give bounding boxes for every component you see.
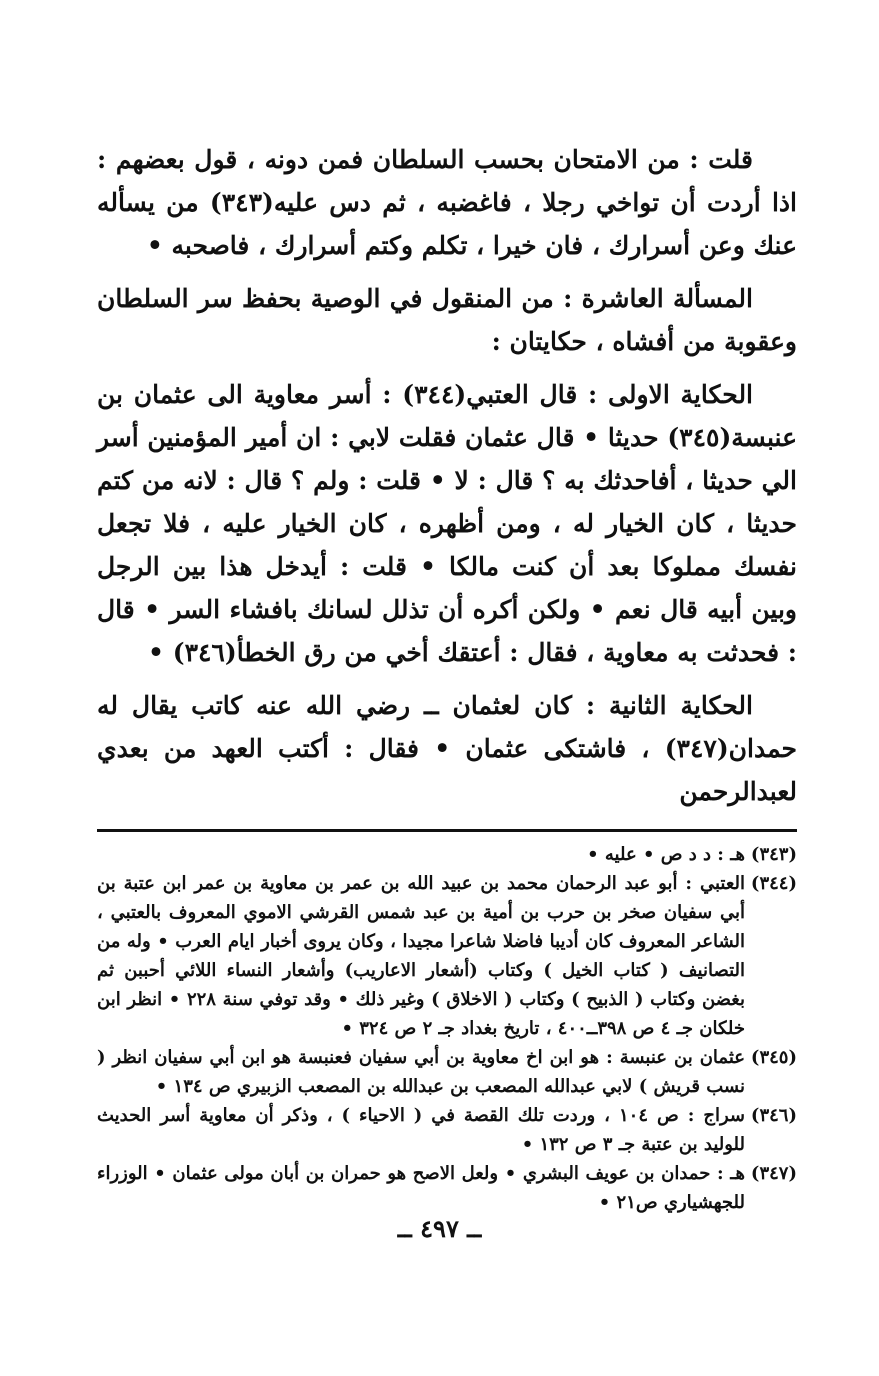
footnote-item — [97, 1101, 797, 1159]
body-paragraph: الحكاية الاولى : قال العتبي(٣٤٤) : أسر معاوية الى عثمان بن عنبسة(٣٤٥) حديثا • قال عثمان فقلت لابي : ان أمير المؤمنين أسر الي حديثا ، أفاحدثك به ؟ قال : لا • قلت : ولم ؟ قال : لانه من كتم حديثا ، كان الخيار له ، ومن أظهره ، كان الخيار عليه ، فلا تجعل نفسك مملوكا بعد أن كنت مالكا • قلت : أيدخل هذا بين الرجل وبين أبيه قال نعم • ولكن أكره أن تذلل لسانك بافشاء السر • قال : فحدثت به معاوية ، فقال : أعتقك أخي من رق الخطأ(٣٤٦) • — [97, 380, 797, 667]
footnote-text: سراج : ص ١٠٤ ، وردت تلك القصة في ( الاحياء ) ، وذكر أن معاوية أسر الحديث للوليد بن عتبة جـ ٣ ص ١٣٢ • — [97, 1105, 745, 1155]
footnote-text: العتبي : أبو عبد الرحمان محمد بن عبيد الله بن عمر بن معاوية بن عمر ابن عتبة بن أبي سفيان صخر بن حرب بن أمية بن عبد شمس القرشي الاموي المعروف بالعتبي ، الشاعر المعروف كان أديبا فاضلا شاعرا مجيدا ، وكان يروى أخبار ايام العرب • وله من التصانيف ( كتاب الخيل ) وكتاب (أشعار الاعاريب) وأشعار النساء اللائي أحببن ثم بغضن وكتاب ( الذبيح ) وكتاب ( الاخلاق ) وغير ذلك • وقد توفي سنة ٢٢٨ • انظر ابن خلكان جـ ٤ ص ٣٩٨ــ٤٠٠ ، تاريخ بغداد جـ ٢ ص ٣٢٤ • — [97, 873, 745, 1039]
footnote-item — [97, 840, 797, 869]
footnote-number: (٣٤٦) — [750, 1105, 797, 1126]
page-content — [97, 138, 797, 1217]
body-paragraph: الحكاية الثانية : كان لعثمان ــ رضي الله عنه كاتب يقال له حمدان(٣٤٧) ، فاشتكى عثمان • فقال : أكتب العهد من بعدي لعبدالرحمن — [97, 691, 797, 806]
footnote-divider — [97, 829, 797, 832]
footnote-item — [97, 1043, 797, 1101]
footnote-text: هـ : حمدان بن عويف البشري • ولعل الاصح هو حمران بن أبان مولى عثمان • الوزراء للجهشياري ص٢١ • — [97, 1163, 745, 1213]
page-number: ــ ٤٩٧ ــ — [397, 1214, 482, 1243]
footnotes — [97, 840, 797, 1217]
footnote-number: (٣٤٣) — [750, 844, 797, 865]
footnote-item — [97, 869, 797, 1043]
footnote-item — [97, 1159, 797, 1217]
body-paragraph: قلت : من الامتحان بحسب السلطان فمن دونه ، قول بعضهم : اذا أردت أن تواخي رجلا ، فاغضبه ، ثم دس عليه(٣٤٣) من يسأله عنك وعن أسرارك ، فان خيرا ، تكلم وكتم أسرارك ، فاصحبه • — [97, 145, 797, 260]
footnote-number: (٣٤٥) — [750, 1047, 797, 1068]
footnote-text: هـ : د د ص • عليه • — [587, 844, 745, 865]
footnote-number: (٣٤٧) — [750, 1163, 797, 1184]
body-paragraph: المسألة العاشرة : من المنقول في الوصية بحفظ سر السلطان وعقوبة من أفشاه ، حكايتان : — [97, 284, 797, 356]
footnote-number: (٣٤٤) — [750, 873, 797, 894]
footnote-text: عثمان بن عنبسة : هو ابن اخ معاوية بن أبي سفيان فعنبسة هو ابن أبي سفيان انظر ( نسب قريش ) لابي عبدالله المصعب بن عبدالله بن المصعب الزبيري ص ١٣٤ • — [97, 1047, 745, 1097]
